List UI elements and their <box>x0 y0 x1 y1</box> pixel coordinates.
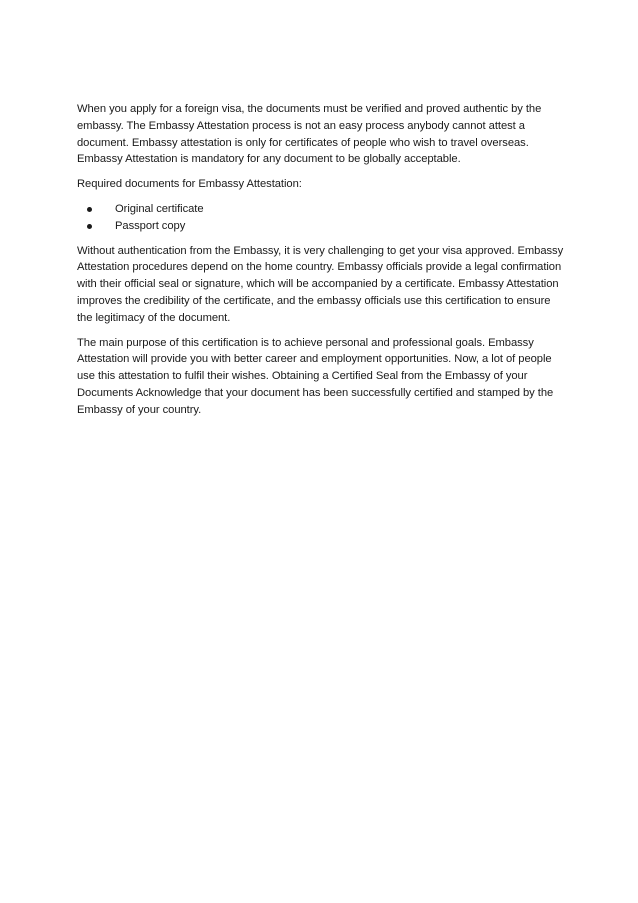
document-body <box>77 101 565 427</box>
purpose-paragraph: The main purpose of this certification is to achieve personal and professional goals. Embassy Attestation will provide you with better career and employment opportunities. Now, a lot of people use this attestation to fulfil their wishes. Obtaining a Certified Seal from the Embassy of your Documents Acknowledge that your document has been successfully certified and stamped by the Embassy of your country. <box>77 336 554 416</box>
bullet-icon <box>87 207 92 212</box>
required-documents-heading: Required documents for Embassy Attestation: <box>77 178 302 191</box>
list-item-label: Original certificate <box>115 202 204 215</box>
list-item-label: Passport copy <box>115 219 186 232</box>
list-item <box>77 201 565 218</box>
required-documents-list <box>77 201 565 235</box>
list-item <box>77 218 565 235</box>
bullet-icon <box>87 224 92 229</box>
authentication-paragraph: Without authentication from the Embassy, it is very challenging to get your visa approved. Embassy Attestation procedures depend on the home country. Embassy officials provide a legal confirmation with their official seal or signature, which will be accompanied by a certificate. Embassy Attestation improves the credibility of the certificate, and the embassy officials use this certification to ensure the legitimacy of the document. <box>77 244 564 324</box>
intro-paragraph: When you apply for a foreign visa, the documents must be verified and proved authentic by the embassy. The Embassy Attestation process is not an easy process anybody cannot attest a document. Embassy attestation is only for certificates of people who wish to travel overseas. Embassy Attestation is mandatory for any document to be globally acceptable. <box>77 103 542 166</box>
